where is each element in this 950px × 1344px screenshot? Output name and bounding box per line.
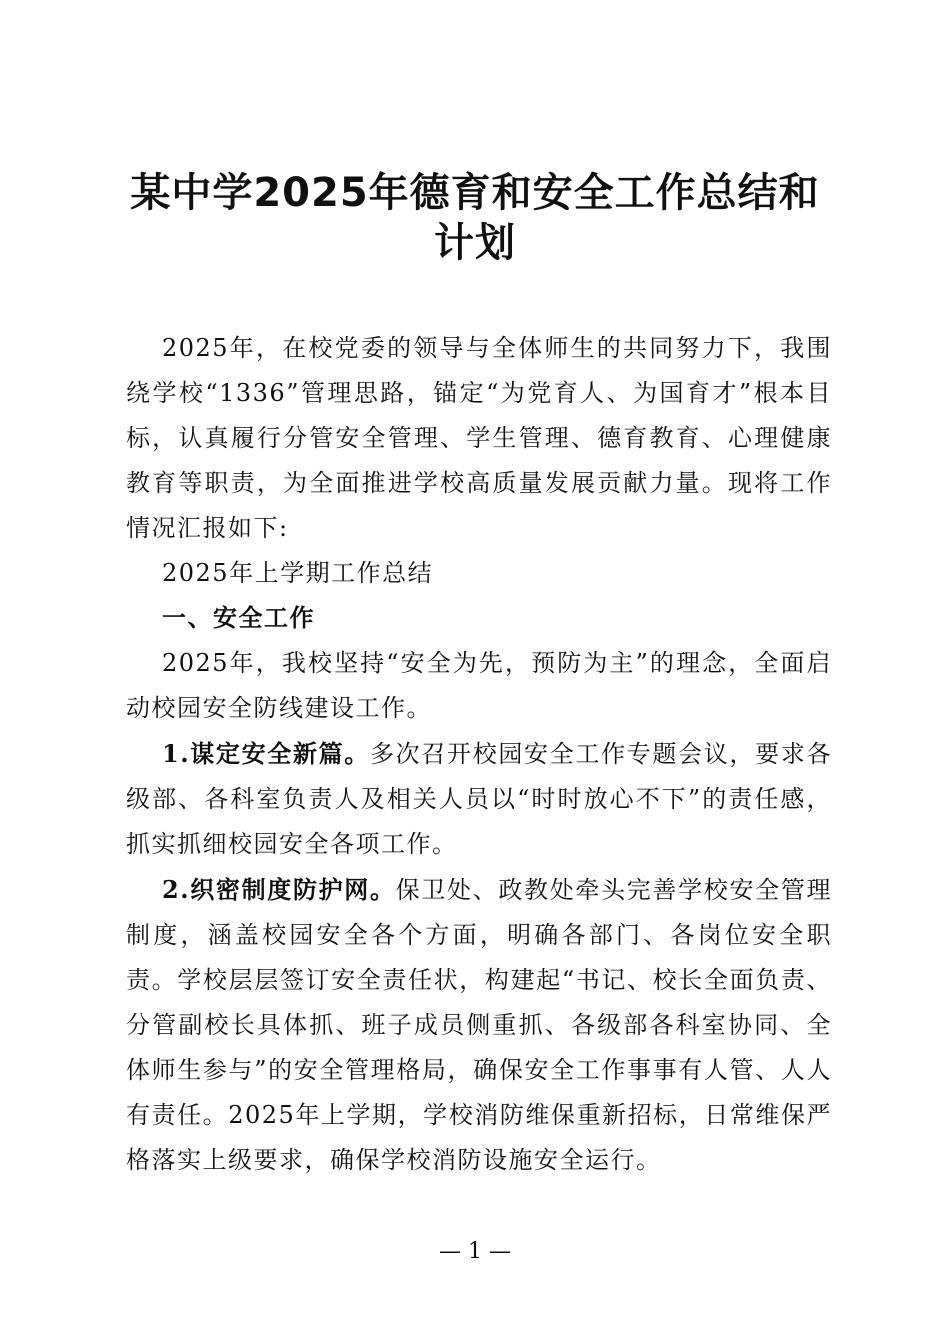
page-number: — 1 — [439, 1239, 511, 1264]
item-2-paragraph [126, 867, 832, 1183]
item-1-lead: 1.谋定安全新篇。 [162, 739, 370, 768]
title-line-1: 某中学2025年德育和安全工作总结和 [130, 170, 820, 216]
document-title [120, 168, 830, 268]
section-label: 2025年上学期工作总结 [162, 559, 434, 587]
item-2-lead: 2.织密制度防护网。 [162, 875, 396, 904]
title-line-2: 计划 [434, 220, 516, 266]
item-1-paragraph [126, 731, 832, 867]
section-heading-safety: 一、安全工作 [162, 604, 315, 632]
safety-intro-paragraph: 2025年，我校坚持“安全为先，预防为主”的理念，全面启动校园安全防线建设工作。 [126, 649, 832, 722]
document-body [126, 326, 832, 1183]
item-1-text: 多次召开校园安全工作专题会议，要求各级部、各科室负责人及相关人员以“时时放心不下”的责任感，抓实抓细校园安全各项工作。 [126, 740, 833, 858]
intro-paragraph: 2025年，在校党委的领导与全体师生的共同努力下，我围绕学校“1336”管理思路，锚定“为党育人、为国育才”根本目标，认真履行分管安全管理、学生管理、德育教育、心理健康教育等职责，为全面推进学校高质量发展贡献力量。现将工作情况汇报如下: [126, 334, 832, 542]
item-2-text: 保卫处、政教处牵头完善学校安全管理制度，涵盖校园安全各个方面，明确各部门、各岗位安全职责。学校层层签订安全责任状，构建起“书记、校长全面负责、分管副校长具体抓、班子成员侧重抓、各级部各科室协同、全体师生参与”的安全管理格局，确保安全工作事事有人管、人人有责任。2025年上学期，学校消防维保重新招标，日常维保严格落实上级要求，确保学校消防设施安全运行。 [126, 876, 832, 1174]
